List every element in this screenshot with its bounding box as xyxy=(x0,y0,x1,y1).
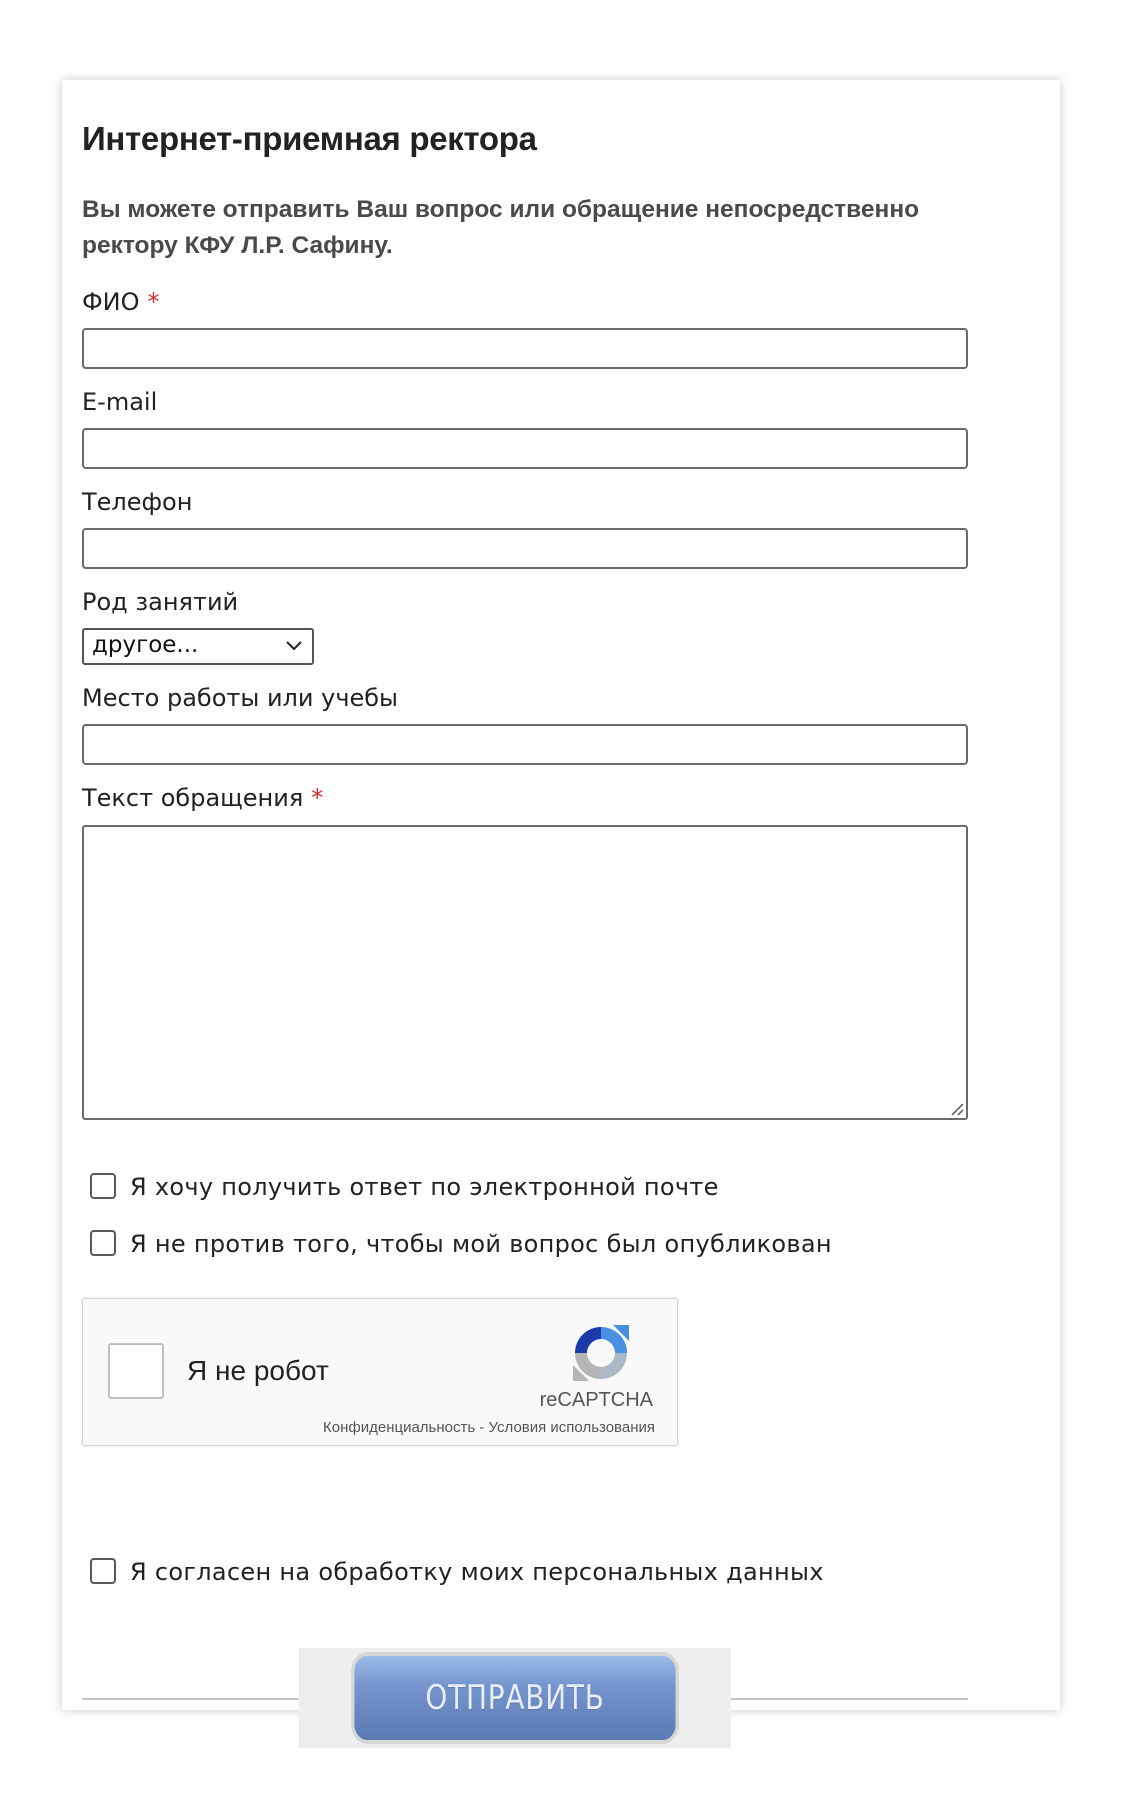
fio-label xyxy=(82,288,160,316)
message-label xyxy=(82,784,323,812)
fio-input[interactable] xyxy=(82,328,968,369)
email-input[interactable] xyxy=(82,428,968,469)
allow-publish-checkbox[interactable] xyxy=(90,1230,116,1256)
form-card xyxy=(62,80,1060,1718)
message-textarea[interactable] xyxy=(82,825,968,1120)
submit-button[interactable]: ОТПРАВИТЬ xyxy=(351,1652,679,1744)
fio-label-text: ФИО xyxy=(82,288,140,316)
occupation-select[interactable] xyxy=(82,628,314,665)
workplace-label: Место работы или учебы xyxy=(82,684,399,712)
reply-by-email-label[interactable]: Я хочу получить ответ по электронной почте xyxy=(130,1173,719,1201)
recaptcha-brand: reCAPTCHA xyxy=(539,1389,653,1411)
required-mark: * xyxy=(147,288,160,316)
recaptcha-links[interactable]: Конфиденциальность - Условия использования xyxy=(323,1419,655,1436)
resize-grip-icon[interactable] xyxy=(948,1100,964,1116)
reply-by-email-checkbox[interactable] xyxy=(90,1173,116,1199)
consent-checkbox[interactable] xyxy=(90,1558,116,1584)
recaptcha-checkbox[interactable] xyxy=(108,1343,164,1399)
message-label-text: Текст обращения xyxy=(82,784,304,812)
recaptcha-widget xyxy=(82,1298,678,1446)
occupation-label: Род занятий xyxy=(82,588,239,616)
page-title: Интернет-приемная ректора xyxy=(82,120,537,157)
phone-label: Телефон xyxy=(82,488,193,516)
email-label: E-mail xyxy=(82,388,158,416)
occupation-selected-value: другое... xyxy=(92,632,199,658)
chevron-down-icon xyxy=(284,638,304,654)
recaptcha-logo-icon xyxy=(569,1321,633,1385)
recaptcha-label: Я не робот xyxy=(187,1355,329,1386)
required-mark: * xyxy=(311,784,324,812)
submit-button-frame xyxy=(299,1648,731,1748)
page-subtitle: Вы можете отправить Ваш вопрос или обращение непосредственно ректору КФУ Л.Р. Сафину. xyxy=(82,196,920,259)
consent-label[interactable]: Я согласен на обработку моих персональных данных xyxy=(130,1558,824,1586)
workplace-input[interactable] xyxy=(82,724,968,765)
allow-publish-label[interactable]: Я не против того, чтобы мой вопрос был опубликован xyxy=(130,1230,832,1258)
phone-input[interactable] xyxy=(82,528,968,569)
